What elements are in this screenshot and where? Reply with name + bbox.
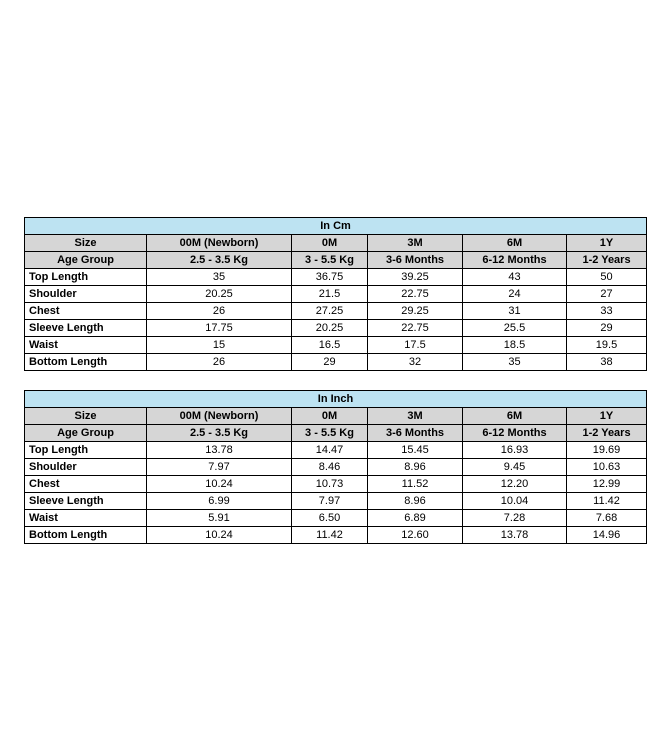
- measurement-value: 16.5: [292, 337, 368, 354]
- table-row: [25, 476, 647, 493]
- measurement-value: 7.68: [567, 510, 647, 527]
- measurement-value: 19.5: [567, 337, 647, 354]
- age-group-cell: 3-6 Months: [368, 425, 463, 442]
- measurement-label: Waist: [25, 510, 147, 527]
- measurement-value: 29.25: [368, 303, 463, 320]
- table-row: [25, 354, 647, 371]
- table-row: [25, 269, 647, 286]
- measurement-value: 20.25: [147, 286, 292, 303]
- measurement-value: 35: [147, 269, 292, 286]
- measurement-value: 6.89: [368, 510, 463, 527]
- measurement-value: 5.91: [147, 510, 292, 527]
- measurement-value: 11.42: [567, 493, 647, 510]
- measurement-value: 35: [463, 354, 567, 371]
- measurement-value: 10.63: [567, 459, 647, 476]
- measurement-value: 13.78: [463, 527, 567, 544]
- size-header-cell: 1Y: [567, 408, 647, 425]
- table-row: [25, 459, 647, 476]
- measurement-value: 7.28: [463, 510, 567, 527]
- size-header-cell: 0M: [292, 235, 368, 252]
- table-title: In Cm: [25, 218, 647, 235]
- measurement-value: 6.50: [292, 510, 368, 527]
- table-title-row: [25, 391, 647, 408]
- measurement-value: 38: [567, 354, 647, 371]
- age-group-cell: 2.5 - 3.5 Kg: [147, 425, 292, 442]
- measurement-value: 32: [368, 354, 463, 371]
- size-header-cell: 1Y: [567, 235, 647, 252]
- measurement-label: Chest: [25, 476, 147, 493]
- measurement-value: 29: [292, 354, 368, 371]
- age-group-cell: 6-12 Months: [463, 425, 567, 442]
- measurement-value: 10.24: [147, 527, 292, 544]
- measurement-value: 8.96: [368, 459, 463, 476]
- size-header-label: Size: [25, 408, 147, 425]
- measurement-value: 15: [147, 337, 292, 354]
- measurement-value: 12.99: [567, 476, 647, 493]
- measurement-value: 17.5: [368, 337, 463, 354]
- age-group-row: [25, 425, 647, 442]
- measurement-value: 12.60: [368, 527, 463, 544]
- measurement-value: 12.20: [463, 476, 567, 493]
- table-row: [25, 303, 647, 320]
- measurement-value: 21.5: [292, 286, 368, 303]
- measurement-value: 22.75: [368, 286, 463, 303]
- measurement-value: 10.73: [292, 476, 368, 493]
- measurement-label: Sleeve Length: [25, 320, 147, 337]
- table-row: [25, 337, 647, 354]
- age-group-cell: 1-2 Years: [567, 252, 647, 269]
- table-row: [25, 320, 647, 337]
- measurement-value: 16.93: [463, 442, 567, 459]
- size-header-cell: 00M (Newborn): [147, 235, 292, 252]
- measurement-value: 20.25: [292, 320, 368, 337]
- measurement-label: Top Length: [25, 269, 147, 286]
- measurement-label: Shoulder: [25, 286, 147, 303]
- measurement-value: 17.75: [147, 320, 292, 337]
- table-title-row: [25, 218, 647, 235]
- age-group-label: Age Group: [25, 425, 147, 442]
- measurement-value: 14.47: [292, 442, 368, 459]
- size-header-row: [25, 235, 647, 252]
- measurement-value: 50: [567, 269, 647, 286]
- measurement-value: 11.52: [368, 476, 463, 493]
- age-group-cell: 3 - 5.5 Kg: [292, 252, 368, 269]
- measurement-value: 33: [567, 303, 647, 320]
- measurement-value: 18.5: [463, 337, 567, 354]
- measurement-value: 10.24: [147, 476, 292, 493]
- age-group-row: [25, 252, 647, 269]
- measurement-label: Top Length: [25, 442, 147, 459]
- size-header-label: Size: [25, 235, 147, 252]
- age-group-cell: 3-6 Months: [368, 252, 463, 269]
- measurement-value: 26: [147, 303, 292, 320]
- measurement-value: 13.78: [147, 442, 292, 459]
- inch-size-table: [24, 390, 647, 544]
- measurement-value: 31: [463, 303, 567, 320]
- measurement-value: 36.75: [292, 269, 368, 286]
- measurement-label: Sleeve Length: [25, 493, 147, 510]
- table-row: [25, 442, 647, 459]
- table-title: In Inch: [25, 391, 647, 408]
- size-header-cell: 00M (Newborn): [147, 408, 292, 425]
- measurement-value: 9.45: [463, 459, 567, 476]
- measurement-value: 8.46: [292, 459, 368, 476]
- size-header-cell: 3M: [368, 235, 463, 252]
- measurement-value: 7.97: [147, 459, 292, 476]
- measurement-value: 11.42: [292, 527, 368, 544]
- measurement-label: Shoulder: [25, 459, 147, 476]
- measurement-value: 15.45: [368, 442, 463, 459]
- table-row: [25, 527, 647, 544]
- measurement-label: Chest: [25, 303, 147, 320]
- measurement-value: 19.69: [567, 442, 647, 459]
- age-group-cell: 3 - 5.5 Kg: [292, 425, 368, 442]
- measurement-value: 22.75: [368, 320, 463, 337]
- measurement-value: 14.96: [567, 527, 647, 544]
- size-header-cell: 6M: [463, 235, 567, 252]
- size-header-cell: 6M: [463, 408, 567, 425]
- age-group-cell: 6-12 Months: [463, 252, 567, 269]
- measurement-value: 39.25: [368, 269, 463, 286]
- age-group-cell: 1-2 Years: [567, 425, 647, 442]
- measurement-label: Bottom Length: [25, 527, 147, 544]
- cm-size-table: [24, 217, 647, 371]
- table-row: [25, 510, 647, 527]
- table-row: [25, 493, 647, 510]
- measurement-value: 27: [567, 286, 647, 303]
- age-group-cell: 2.5 - 3.5 Kg: [147, 252, 292, 269]
- measurement-value: 29: [567, 320, 647, 337]
- size-header-cell: 3M: [368, 408, 463, 425]
- measurement-label: Waist: [25, 337, 147, 354]
- age-group-label: Age Group: [25, 252, 147, 269]
- size-header-cell: 0M: [292, 408, 368, 425]
- size-header-row: [25, 408, 647, 425]
- measurement-value: 10.04: [463, 493, 567, 510]
- table-row: [25, 286, 647, 303]
- measurement-value: 25.5: [463, 320, 567, 337]
- measurement-value: 8.96: [368, 493, 463, 510]
- measurement-label: Bottom Length: [25, 354, 147, 371]
- measurement-value: 26: [147, 354, 292, 371]
- measurement-value: 27.25: [292, 303, 368, 320]
- measurement-value: 24: [463, 286, 567, 303]
- measurement-value: 43: [463, 269, 567, 286]
- measurement-value: 6.99: [147, 493, 292, 510]
- measurement-value: 7.97: [292, 493, 368, 510]
